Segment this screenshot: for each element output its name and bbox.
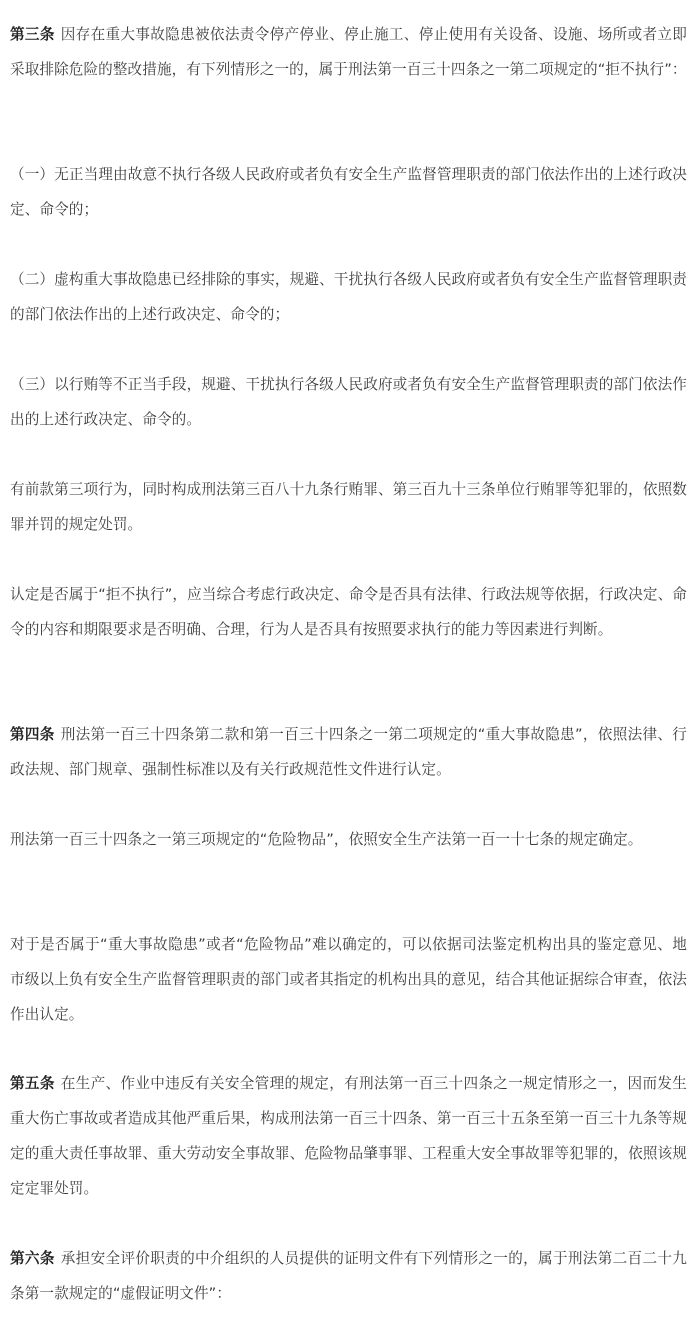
paragraph-text: 对于是否属于“重大事故隐患”或者“危险物品”难以确定的，可以依据司法鉴定机构出具的鉴定意见、地市级以上负有安全生产监督管理职责的部门或者其指定的机构出具的意见，结合其他证据综合审查，依法作出认定。 [10, 936, 687, 1023]
article-number: 第三条 [10, 26, 55, 43]
paragraph-text: 承担安全评价职责的中介组织的人员提供的证明文件有下列情形之一的，属于刑法第二百二十九条第一款规定的“虚假证明文件”： [10, 1250, 687, 1302]
paragraph-text: 在生产、作业中违反有关安全管理的规定，有刑法第一百三十四条之一规定情形之一，因而发生重大伤亡事故或者造成其他严重后果，构成刑法第一百三十四条、第一百三十五条至第一百三十九条等规定的重大责任事故罪、重大劳动安全事故罪、危险物品肇事罪、工程重大安全事故罪等犯罪的，依照该规定定罪处罚。 [10, 1075, 687, 1197]
paragraph-text: 刑法第一百三十四条第二款和第一百三十四条之一第二项规定的“重大事故隐患”，依照法律、行政法规、部门规章、强制性标准以及有关行政规范性文件进行认定。 [10, 726, 687, 778]
paragraph-text: （一）无正当理由故意不执行各级人民政府或者负有安全生产监督管理职责的部门依法作出的上述行政决定、命令的； [10, 166, 687, 218]
paragraph-text: （二）虚构重大事故隐患已经排除的事实，规避、干扰执行各级人民政府或者负有安全生产监督管理职责的部门依法作出的上述行政决定、命令的； [10, 271, 687, 323]
paragraph-text: 有前款第三项行为，同时构成刑法第三百八十九条行贿罪、第三百九十三条单位行贿罪等犯罪的，依照数罪并罚的规定处罚。 [10, 481, 687, 533]
paragraph-text: 刑法第一百三十四条之一第三项规定的“危险物品”，依照安全生产法第一百一十七条的规定确定。 [10, 831, 643, 848]
article-6-paragraph [10, 1241, 687, 1311]
paragraph-text: （三）以行贿等不正当手段，规避、干扰执行各级人民政府或者负有安全生产监督管理职责的部门依法作出的上述行政决定、命令的。 [10, 376, 687, 428]
article-number: 第四条 [10, 726, 55, 743]
paragraph-text: 因存在重大事故隐患被依法责令停产停业、停止施工、停止使用有关设备、设施、场所或者立即采取排除危险的整改措施，有下列情形之一的，属于刑法第一百三十四条之一第二项规定的“拒不执行”： [10, 26, 687, 78]
article-3-item-2 [10, 262, 687, 332]
article-3-paragraph [10, 17, 687, 87]
article-4-paragraph-3 [10, 927, 687, 1032]
article-3-item-1 [10, 157, 687, 227]
article-3-paragraph-3 [10, 577, 687, 647]
article-4-paragraph-2 [10, 822, 687, 857]
paragraph-text: 认定是否属于“拒不执行”，应当综合考虑行政决定、命令是否具有法律、行政法规等依据，行政决定、命令的内容和期限要求是否明确、合理，行为人是否具有按照要求执行的能力等因素进行判断。 [10, 586, 687, 638]
article-3-paragraph-2 [10, 472, 687, 542]
article-5-paragraph [10, 1066, 687, 1206]
article-3-item-3 [10, 367, 687, 437]
article-number: 第五条 [10, 1075, 55, 1092]
article-4-paragraph [10, 717, 687, 787]
article-number: 第六条 [10, 1250, 55, 1267]
